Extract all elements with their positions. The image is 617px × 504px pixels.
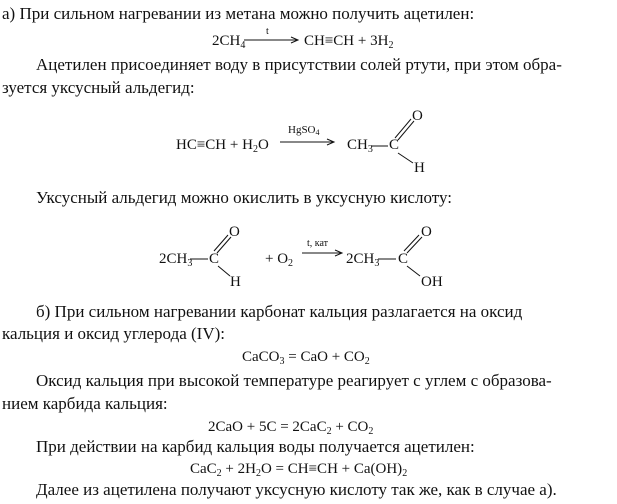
reactant-h: H — [230, 274, 241, 290]
equation-caco3: CaCO$_3$ = CaO + $CO_2$ — [242, 349, 370, 367]
paragraph-acetylene-line2: зуется уксусный альдегид: — [2, 78, 195, 97]
paragraph-acetylene-line1: Ацетилен присоединяет воду в присутствии солей ртути, при этом обра- — [36, 55, 562, 74]
part-b-line5: При действии на карбид кальция воды получается ацетилен: — [36, 437, 475, 456]
product-2ch3: $2CH_3$ — [346, 251, 380, 269]
part-b-line2: кальция и оксид углерода (IV): — [2, 324, 226, 343]
reactant-o: O — [229, 224, 240, 240]
paragraph-oxidation: Уксусный альдегид можно окислить в уксусную кислоту: — [36, 188, 452, 207]
product-acid-o: O — [421, 224, 432, 240]
reactant-2ch3: $2CH_3$ — [159, 251, 193, 269]
product-ch3: $CH_3$ — [347, 137, 373, 155]
equation-acetylene: $CaC_2 + 2H_2O = CH\equiv CH + Ca(OH)_2$ — [190, 461, 408, 479]
equation-cac2: $2CaO + 5C = 2CaC_2 + CO_2$ — [208, 419, 374, 437]
part-a-intro: а) При сильном нагревании из метана можно получить ацетилен: — [2, 4, 475, 23]
part-b-line4: нием карбида кальция: — [2, 394, 168, 413]
condition-hgso4: HgSO$_4$ — [288, 124, 320, 137]
reactant-c: C — [209, 251, 220, 267]
product-h: H — [414, 160, 425, 176]
reactant-o2: + $O_2$ — [265, 251, 294, 269]
product-o: O — [412, 108, 423, 124]
condition-t: t — [266, 26, 269, 37]
part-b-line3: Оксид кальция при высокой температуре реагирует с углем с образова- — [36, 371, 552, 390]
product-acid-oh: OH — [421, 274, 443, 290]
equation-methane-left: $2CH_4$ — [212, 33, 246, 51]
product-c: C — [389, 137, 400, 153]
part-b-line6: Далее из ацетилена получают уксусную кислоту так же, как в случае а). — [36, 480, 557, 499]
condition-t-cat: t, кат — [307, 238, 329, 249]
equation-methane-right: $CH\equiv CH + 3H_2$ — [304, 33, 394, 51]
product-acid-c: C — [398, 251, 409, 267]
part-b-line1: б) При сильном нагревании карбонат кальция разлагается на оксид — [36, 302, 523, 321]
equation-hydration-left: $HC\equiv CH + H_2O$ — [176, 137, 269, 155]
